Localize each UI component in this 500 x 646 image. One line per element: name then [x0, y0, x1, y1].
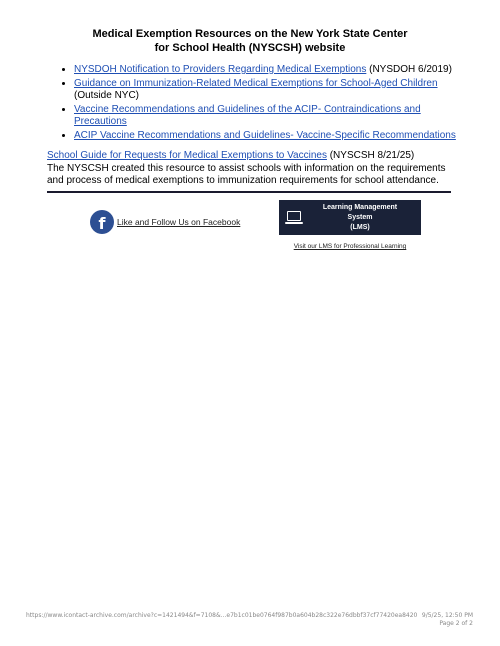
- acip-vaccine-specific-link[interactable]: ACIP Vaccine Recommendations and Guidelines- Vaccine-Specific Recommendations: [74, 129, 456, 141]
- facebook-follow-link[interactable]: [90, 210, 240, 234]
- school-guide-link[interactable]: School Guide for Requests for Medical Exemptions to Vaccines: [47, 150, 327, 161]
- title-line-2: for School Health (NYSCSH) website: [154, 42, 346, 54]
- list-item: [74, 78, 464, 103]
- title-line-1: Medical Exemption Resources on the New York State Center: [92, 28, 408, 40]
- lms-visit-link[interactable]: Visit our LMS for Professional Learning: [293, 243, 407, 250]
- notification-link[interactable]: NYSDOH Notification to Providers Regarding Medical Exemptions: [74, 64, 367, 75]
- footer-page-number: Page 2 of 2: [439, 620, 473, 627]
- school-guide-description: The NYSCSH created this resource to assist schools with information on the requirements and process of medical exemptions to immunization requirements for school attendance.: [47, 162, 446, 186]
- section-divider: [47, 191, 451, 193]
- list-item: [74, 64, 464, 77]
- list-item: [74, 130, 464, 143]
- resource-list: [60, 64, 464, 143]
- lms-title: Learning Management System: [322, 203, 398, 221]
- facebook-icon: [90, 210, 114, 234]
- guidance-link[interactable]: Guidance on Immunization-Related Medical Exemptions for School-Aged Children: [74, 77, 438, 89]
- footer-url: https://www.icontact-archive.com/archive?c=1421494&f=7108&...e7b1c01be0764f987b0a604b28c322e76dbbf37cf77420ea8420: [26, 612, 418, 619]
- laptop-icon: [286, 210, 302, 226]
- link-suffix: (NYSDOH 6/2019): [366, 64, 452, 75]
- acip-contraindications-link[interactable]: Vaccine Recommendations and Guidelines of the ACIP- Contraindications and Precautions: [74, 103, 421, 127]
- footer-meta: [422, 612, 473, 628]
- facebook-glyph: f: [98, 213, 106, 233]
- lms-banner-text: [310, 203, 410, 233]
- lms-subtitle: (LMS): [350, 223, 370, 231]
- school-guide-suffix: (NYSCSH 8/21/25): [326, 150, 415, 161]
- school-guide-section: [47, 150, 457, 188]
- lms-banner[interactable]: [279, 200, 421, 235]
- list-item: [74, 104, 464, 129]
- page-title: [40, 27, 460, 55]
- facebook-follow-label: Like and Follow Us on Facebook: [117, 217, 241, 227]
- link-suffix: (Outside NYC): [74, 90, 140, 101]
- footer-date: 9/5/25, 12:50 PM: [421, 612, 473, 619]
